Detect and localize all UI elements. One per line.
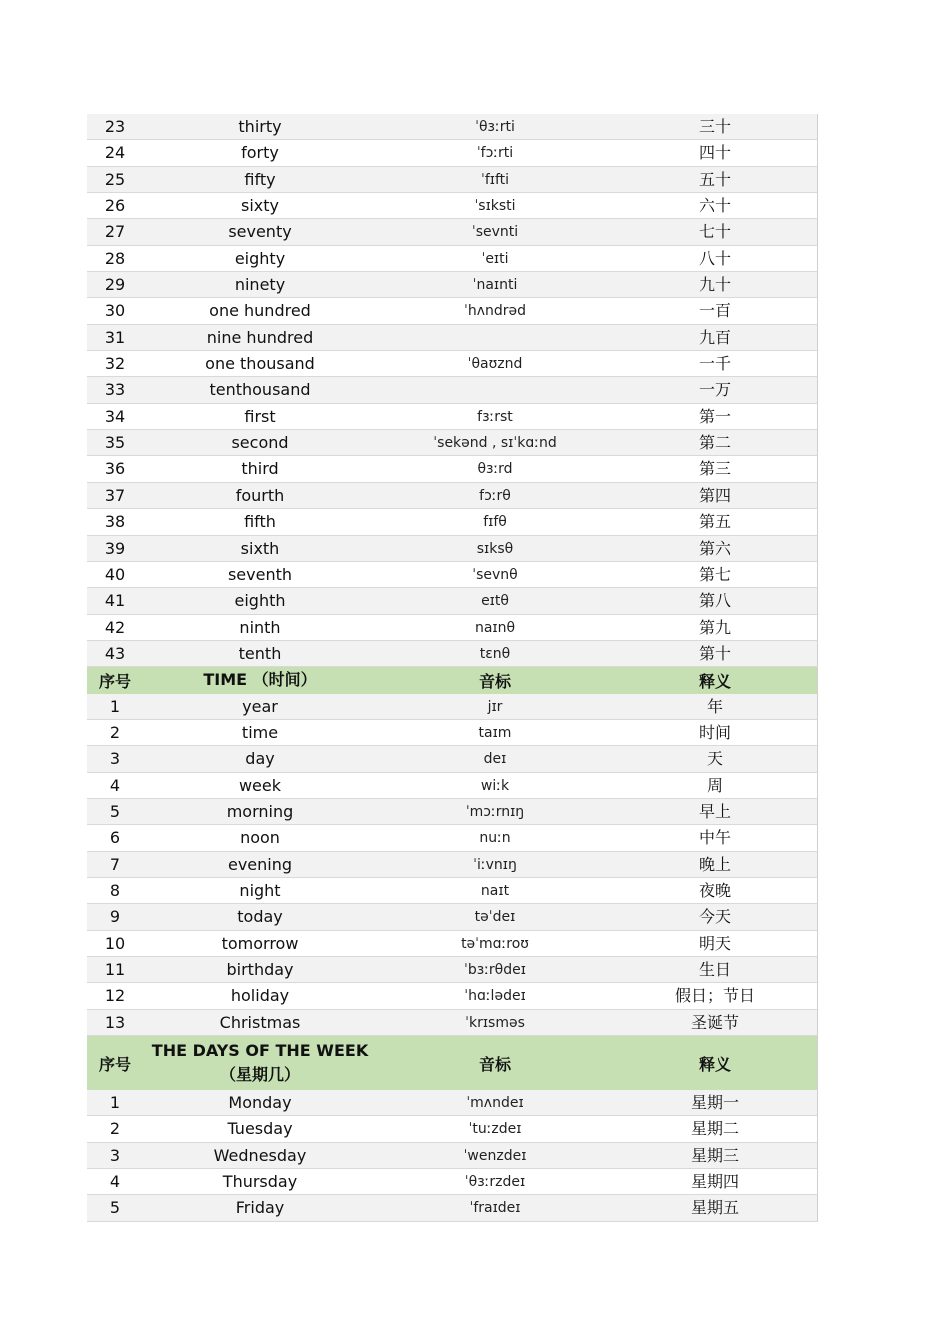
cell-meaning: 五十: [698, 169, 731, 189]
table-row: [87, 852, 818, 878]
vocabulary-table: [87, 114, 818, 1222]
cell-word: thirty: [238, 117, 282, 136]
header-phonetic: 音标: [478, 671, 511, 691]
cell-phonetic: təˈmɑːroʊ: [461, 935, 529, 952]
table-row: [87, 878, 818, 904]
cell-number: 12: [104, 986, 126, 1006]
header-no: 序号: [98, 671, 131, 691]
table-row: [87, 931, 818, 957]
cell-phonetic: ˈsevnθ: [472, 566, 518, 583]
cell-word: time: [241, 722, 279, 742]
time-section: [87, 694, 818, 1036]
cell-word: Wednesday: [213, 1145, 307, 1165]
cell-number: 40: [104, 564, 126, 584]
table-row: [87, 167, 818, 193]
cell-meaning: 一百: [698, 301, 731, 321]
cell-meaning: 第四: [698, 485, 731, 505]
cell-phonetic: jɪr: [487, 698, 503, 715]
cell-meaning: 第九: [698, 617, 731, 637]
cell-meaning: 早上: [698, 801, 731, 821]
table-row: [87, 694, 818, 720]
table-row: [87, 562, 818, 588]
cell-meaning: 年: [706, 696, 723, 716]
cell-meaning: 第五: [698, 512, 731, 532]
cell-word: Tuesday: [227, 1119, 293, 1139]
cell-phonetic: ˈθɜːrti: [475, 119, 515, 135]
cell-phonetic: deɪ: [483, 751, 507, 768]
cell-phonetic: ˈkrɪsməs: [465, 1014, 525, 1031]
header-title: [143, 1039, 377, 1087]
cell-number: 6: [109, 828, 121, 848]
time-section-header: [87, 667, 818, 693]
table-row: [87, 957, 818, 983]
cell-word: seventy: [228, 222, 292, 242]
cell-word: year: [242, 696, 278, 716]
cell-meaning: 明天: [698, 933, 731, 953]
cell-meaning: 晚上: [698, 854, 731, 874]
cell-word: ninth: [239, 617, 281, 637]
cell-meaning: 星期五: [690, 1198, 739, 1218]
cell-number: 34: [104, 406, 126, 426]
cell-meaning: 假日；节日: [674, 986, 755, 1006]
cell-number: 37: [104, 485, 126, 505]
cell-phonetic: ˈmɔːrnɪŋ: [465, 803, 525, 820]
cell-word: Monday: [228, 1093, 292, 1113]
table-row: [87, 246, 818, 272]
cell-phonetic: θɜːrd: [477, 461, 513, 478]
cell-word: tenth: [238, 643, 282, 663]
cell-word: one thousand: [205, 354, 315, 374]
cell-phonetic: ˈfɔːrti: [476, 145, 514, 162]
cell-word: fifth: [244, 512, 276, 532]
header-title-line1: THE DAYS OF THE WEEK: [151, 1041, 369, 1061]
table-row: [87, 641, 818, 667]
cell-word: fourth: [235, 485, 285, 505]
cell-word: forty: [241, 143, 279, 163]
cell-phonetic: ˈsevnti: [471, 224, 519, 241]
cell-number: 2: [109, 722, 121, 742]
cell-meaning: 时间: [698, 722, 731, 742]
cell-phonetic: naɪnθ: [474, 619, 516, 636]
cell-word: nine hundred: [206, 327, 314, 347]
table-row: [87, 746, 818, 772]
cell-number: 38: [104, 512, 126, 532]
cell-phonetic: nuːn: [479, 830, 511, 847]
header-title-line2: （星期几）: [219, 1065, 300, 1085]
cell-meaning: 星期一: [690, 1093, 739, 1113]
cell-phonetic: ˈnaɪnti: [472, 277, 518, 294]
cell-meaning: 九十: [698, 275, 731, 295]
table-row: [87, 219, 818, 245]
table-row: [87, 140, 818, 166]
cell-number: 32: [104, 354, 126, 374]
cell-meaning: 今天: [698, 907, 731, 927]
cell-meaning: 第八: [698, 591, 731, 611]
cell-meaning: 星期三: [690, 1145, 739, 1165]
cell-phonetic: naɪt: [480, 882, 510, 899]
cell-phonetic: ˈfraɪdeɪ: [469, 1200, 521, 1217]
cell-word: evening: [227, 854, 293, 874]
table-row: [87, 483, 818, 509]
table-row: [87, 298, 818, 324]
cell-number: 27: [104, 222, 126, 242]
cell-meaning: 八十: [698, 248, 731, 268]
cell-number: 9: [109, 907, 121, 927]
cell-word: today: [237, 907, 283, 927]
cell-phonetic: fɜːrst: [477, 408, 513, 425]
cell-number: 1: [109, 1093, 121, 1113]
cell-word: Friday: [235, 1198, 285, 1218]
cell-phonetic: ˈsekənd , sɪˈkɑːnd: [433, 435, 557, 452]
cell-word: day: [245, 749, 275, 769]
cell-meaning: 中午: [698, 828, 731, 848]
cell-number: 43: [104, 643, 126, 663]
cell-meaning: 第一: [698, 406, 731, 426]
table-row: [87, 430, 818, 456]
header-phonetic: 音标: [478, 1054, 511, 1074]
cell-word: fifty: [244, 169, 276, 189]
cell-phonetic: təˈdeɪ: [474, 909, 516, 926]
table-row: [87, 456, 818, 482]
cell-meaning: 三十: [698, 117, 731, 136]
cell-number: 10: [104, 933, 126, 953]
table-row: [87, 272, 818, 298]
cell-number: 4: [109, 775, 121, 795]
cell-word: second: [231, 433, 289, 453]
table-row: [87, 720, 818, 746]
cell-number: 3: [109, 1145, 121, 1165]
cell-word: night: [239, 880, 281, 900]
cell-word: noon: [240, 828, 280, 848]
cell-meaning: 第二: [698, 433, 731, 453]
cell-phonetic: ˈeɪti: [481, 250, 509, 267]
cell-number: 5: [109, 1198, 121, 1218]
cell-number: 7: [109, 854, 121, 874]
cell-number: 35: [104, 433, 126, 453]
cell-word: sixth: [240, 538, 280, 558]
table-row: [87, 1143, 818, 1169]
cell-number: 2: [109, 1119, 121, 1139]
table-row: [87, 773, 818, 799]
table-row: [87, 351, 818, 377]
cell-meaning: 第六: [698, 538, 731, 558]
cell-phonetic: fɔːrθ: [479, 487, 511, 504]
days-section-header: [87, 1036, 818, 1090]
cell-word: sixty: [241, 196, 279, 216]
cell-word: week: [238, 775, 282, 795]
cell-number: 31: [104, 327, 126, 347]
cell-number: 28: [104, 248, 126, 268]
cell-word: seventh: [227, 564, 293, 584]
cell-meaning: 星期二: [690, 1119, 739, 1139]
cell-number: 36: [104, 459, 126, 479]
cell-word: tenthousand: [209, 380, 311, 400]
cell-meaning: 一千: [698, 354, 731, 374]
cell-phonetic: [377, 325, 613, 350]
cell-word: one hundred: [209, 301, 311, 321]
cell-number: 11: [104, 960, 126, 979]
table-row: [87, 325, 818, 351]
cell-meaning: 生日: [698, 960, 731, 979]
cell-number: 33: [104, 380, 126, 400]
cell-number: 23: [104, 117, 126, 136]
cell-meaning: 第十: [698, 643, 731, 663]
cell-word: eighty: [234, 248, 286, 268]
table-row: [87, 1090, 818, 1116]
cell-phonetic: wiːk: [480, 777, 510, 794]
cell-meaning: 第三: [698, 459, 731, 479]
cell-word: eighth: [234, 591, 286, 611]
table-row: [87, 588, 818, 614]
table-row: [87, 536, 818, 562]
table-row: [87, 615, 818, 641]
header-meaning: 释义: [698, 1054, 731, 1074]
table-row: [87, 799, 818, 825]
cell-phonetic: [377, 377, 613, 402]
cell-number: 41: [104, 591, 126, 611]
cell-phonetic: ˈhɑːlədeɪ: [464, 988, 526, 1005]
cell-meaning: 圣诞节: [690, 1012, 739, 1032]
cell-meaning: 第七: [698, 564, 731, 584]
cell-phonetic: sɪksθ: [476, 540, 514, 557]
cell-phonetic: ˈwenzdeɪ: [463, 1147, 527, 1164]
cell-phonetic: ˈhʌndrəd: [463, 303, 527, 320]
table-row: [87, 377, 818, 403]
cell-number: 13: [104, 1012, 126, 1032]
table-row: [87, 114, 818, 140]
cell-word: morning: [226, 801, 294, 821]
cell-number: 8: [109, 880, 121, 900]
cell-meaning: 九百: [698, 327, 731, 347]
cell-phonetic: ˈbɜːrθdeɪ: [464, 962, 526, 978]
table-row: [87, 1169, 818, 1195]
cell-meaning: 七十: [698, 222, 731, 242]
cell-word: Thursday: [222, 1172, 298, 1192]
table-row: [87, 825, 818, 851]
cell-word: third: [241, 459, 279, 479]
cell-meaning: 天: [706, 749, 723, 769]
cell-number: 29: [104, 275, 126, 295]
table-row: [87, 193, 818, 219]
cell-word: ninety: [234, 275, 286, 295]
cell-word: tomorrow: [221, 933, 299, 953]
numbers-section: [87, 114, 818, 667]
cell-phonetic: ˈfɪfti: [480, 171, 510, 188]
cell-number: 42: [104, 617, 126, 637]
cell-meaning: 周: [706, 775, 723, 795]
table-row: [87, 1010, 818, 1036]
table-row: [87, 1116, 818, 1142]
cell-number: 24: [104, 143, 126, 163]
cell-number: 3: [109, 749, 121, 769]
cell-meaning: 夜晚: [698, 880, 731, 900]
cell-phonetic: ˈiːvnɪŋ: [473, 856, 517, 873]
cell-number: 4: [109, 1172, 121, 1192]
cell-phonetic: fɪfθ: [483, 514, 507, 531]
cell-phonetic: eɪtθ: [481, 593, 509, 610]
cell-number: 39: [104, 538, 126, 558]
cell-phonetic: taɪm: [478, 724, 512, 741]
header-title: TIME （时间）: [203, 670, 317, 690]
cell-phonetic: tɛnθ: [479, 645, 511, 662]
cell-word: birthday: [226, 960, 294, 979]
cell-phonetic: ˈmʌndeɪ: [466, 1095, 524, 1112]
table-row: [87, 1195, 818, 1221]
cell-number: 5: [109, 801, 121, 821]
cell-meaning: 一万: [698, 380, 731, 400]
cell-number: 26: [104, 196, 126, 216]
table-row: [87, 983, 818, 1009]
cell-number: 30: [104, 301, 126, 321]
cell-phonetic: ˈθɜːrzdeɪ: [464, 1174, 526, 1191]
cell-phonetic: ˈθaʊznd: [467, 356, 523, 373]
header-meaning: 释义: [698, 671, 731, 691]
days-section: [87, 1090, 818, 1222]
table-row: [87, 904, 818, 930]
cell-number: 1: [109, 696, 121, 716]
cell-meaning: 星期四: [690, 1172, 739, 1192]
cell-word: first: [244, 406, 276, 426]
cell-word: Christmas: [219, 1012, 301, 1032]
cell-number: 25: [104, 169, 126, 189]
cell-phonetic: ˈsɪksti: [474, 198, 516, 215]
cell-phonetic: ˈtuːzdeɪ: [468, 1121, 522, 1138]
cell-meaning: 四十: [698, 143, 731, 163]
header-no: 序号: [98, 1054, 131, 1074]
table-row: [87, 404, 818, 430]
table-row: [87, 509, 818, 535]
cell-word: holiday: [230, 986, 290, 1006]
cell-meaning: 六十: [698, 196, 731, 216]
